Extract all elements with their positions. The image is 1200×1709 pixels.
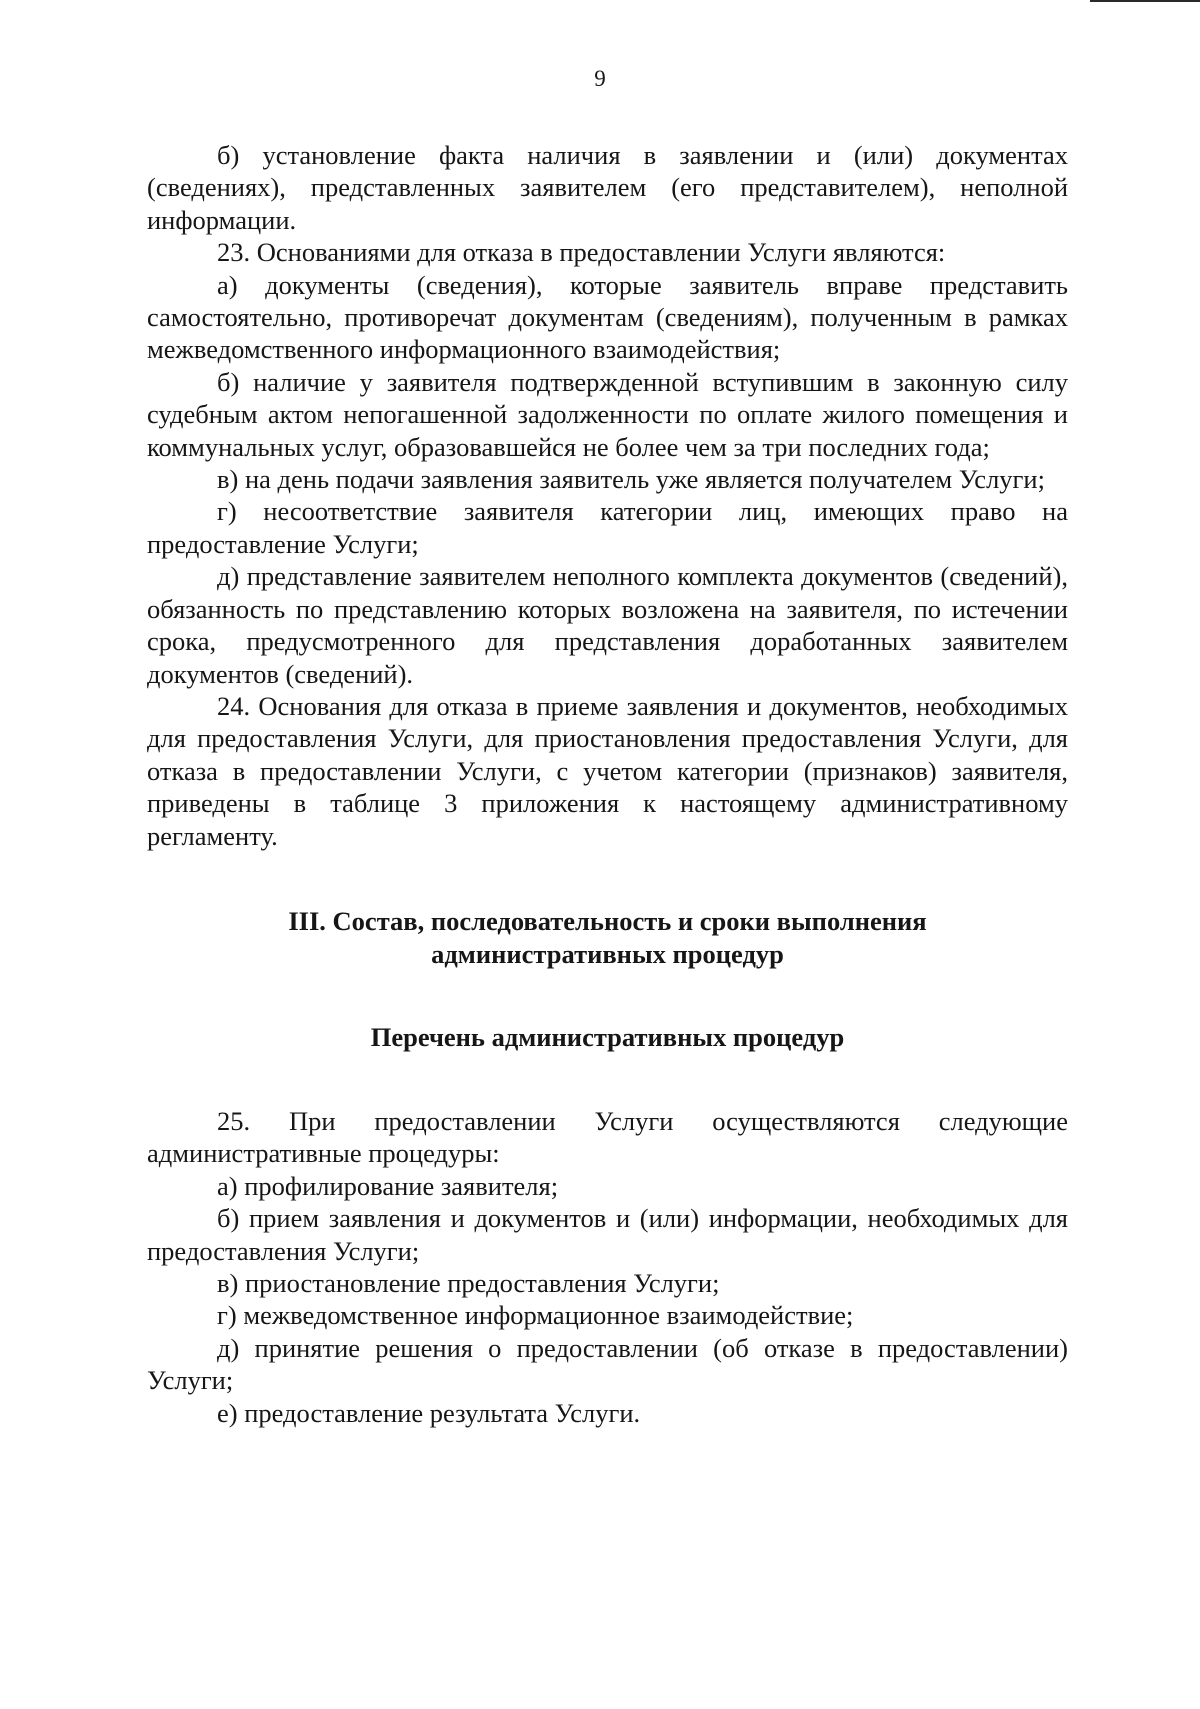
document-body <box>147 139 1068 1429</box>
paragraph-22b: б) установление факта наличия в заявлении и (или) документах (сведениях), представленных заявителем (его представителем), неполной информации. <box>147 140 1068 235</box>
section-title-line-2: административных процедур <box>431 938 784 969</box>
paragraph-25e: е) предоставление результата Услуги. <box>217 1397 641 1428</box>
paragraph-23g: г) несоответствие заявителя категории лиц, имеющих право на предоставление Услуги; <box>147 496 1068 559</box>
paragraph-25v: в) приостановление предоставления Услуги; <box>217 1267 720 1298</box>
paragraph-23d: д) представление заявителем неполного комплекта документов (сведений), обязанность по представлению которых возложена на заявителя, по истечении срока, предусмотренного для представления доработанных заявителем документов (сведений). <box>147 561 1068 689</box>
section-title-line-1: III. Состав, последовательность и сроки выполнения <box>288 905 927 936</box>
paragraph-23b: б) наличие у заявителя подтвержденной вступившим в законную силу судебным актом непогашенной задолженности по оплате жилого помещения и коммунальных услуг, образовавшейся не более чем за три последних года; <box>147 366 1068 462</box>
paragraph-23a: а) документы (сведения), которые заявитель вправе представить самостоятельно, противоречат документам (сведениям), полученным в рамках межведомственного информационного взаимодействия; <box>147 269 1068 365</box>
scan-edge-line <box>1090 0 1200 2</box>
paragraph-25g: г) межведомственное информационное взаимодействие; <box>217 1300 854 1331</box>
paragraph-25a: а) профилирование заявителя; <box>217 1170 559 1201</box>
paragraph-25b: б) прием заявления и документов и (или) информации, необходимых для предоставления Услуги; <box>147 1203 1068 1266</box>
paragraph-25: 25. При предоставлении Услуги осуществляются следующие административные процедуры: <box>147 1105 1068 1169</box>
subsection-title: Перечень административных процедур <box>370 1021 845 1052</box>
page-number: 9 <box>594 66 606 91</box>
paragraph-24: 24. Основания для отказа в приеме заявления и документов, необходимых для предоставления Услуги, для приостановления предоставления Услуги, для отказа в предоставлении Услуги, с учетом категории (признаков) заявителя, приведены в таблице 3 приложения к настоящему административному регламенту. <box>147 690 1068 851</box>
paragraph-25d: д) принятие решения о предоставлении (об отказе в предоставлении) Услуги; <box>147 1332 1068 1396</box>
paragraph-23: 23. Основаниями для отказа в предоставлении Услуги являются: <box>217 237 946 268</box>
section-title <box>147 852 1068 971</box>
paragraph-23v: в) на день подачи заявления заявитель уже является получателем Услуги; <box>217 464 1045 495</box>
